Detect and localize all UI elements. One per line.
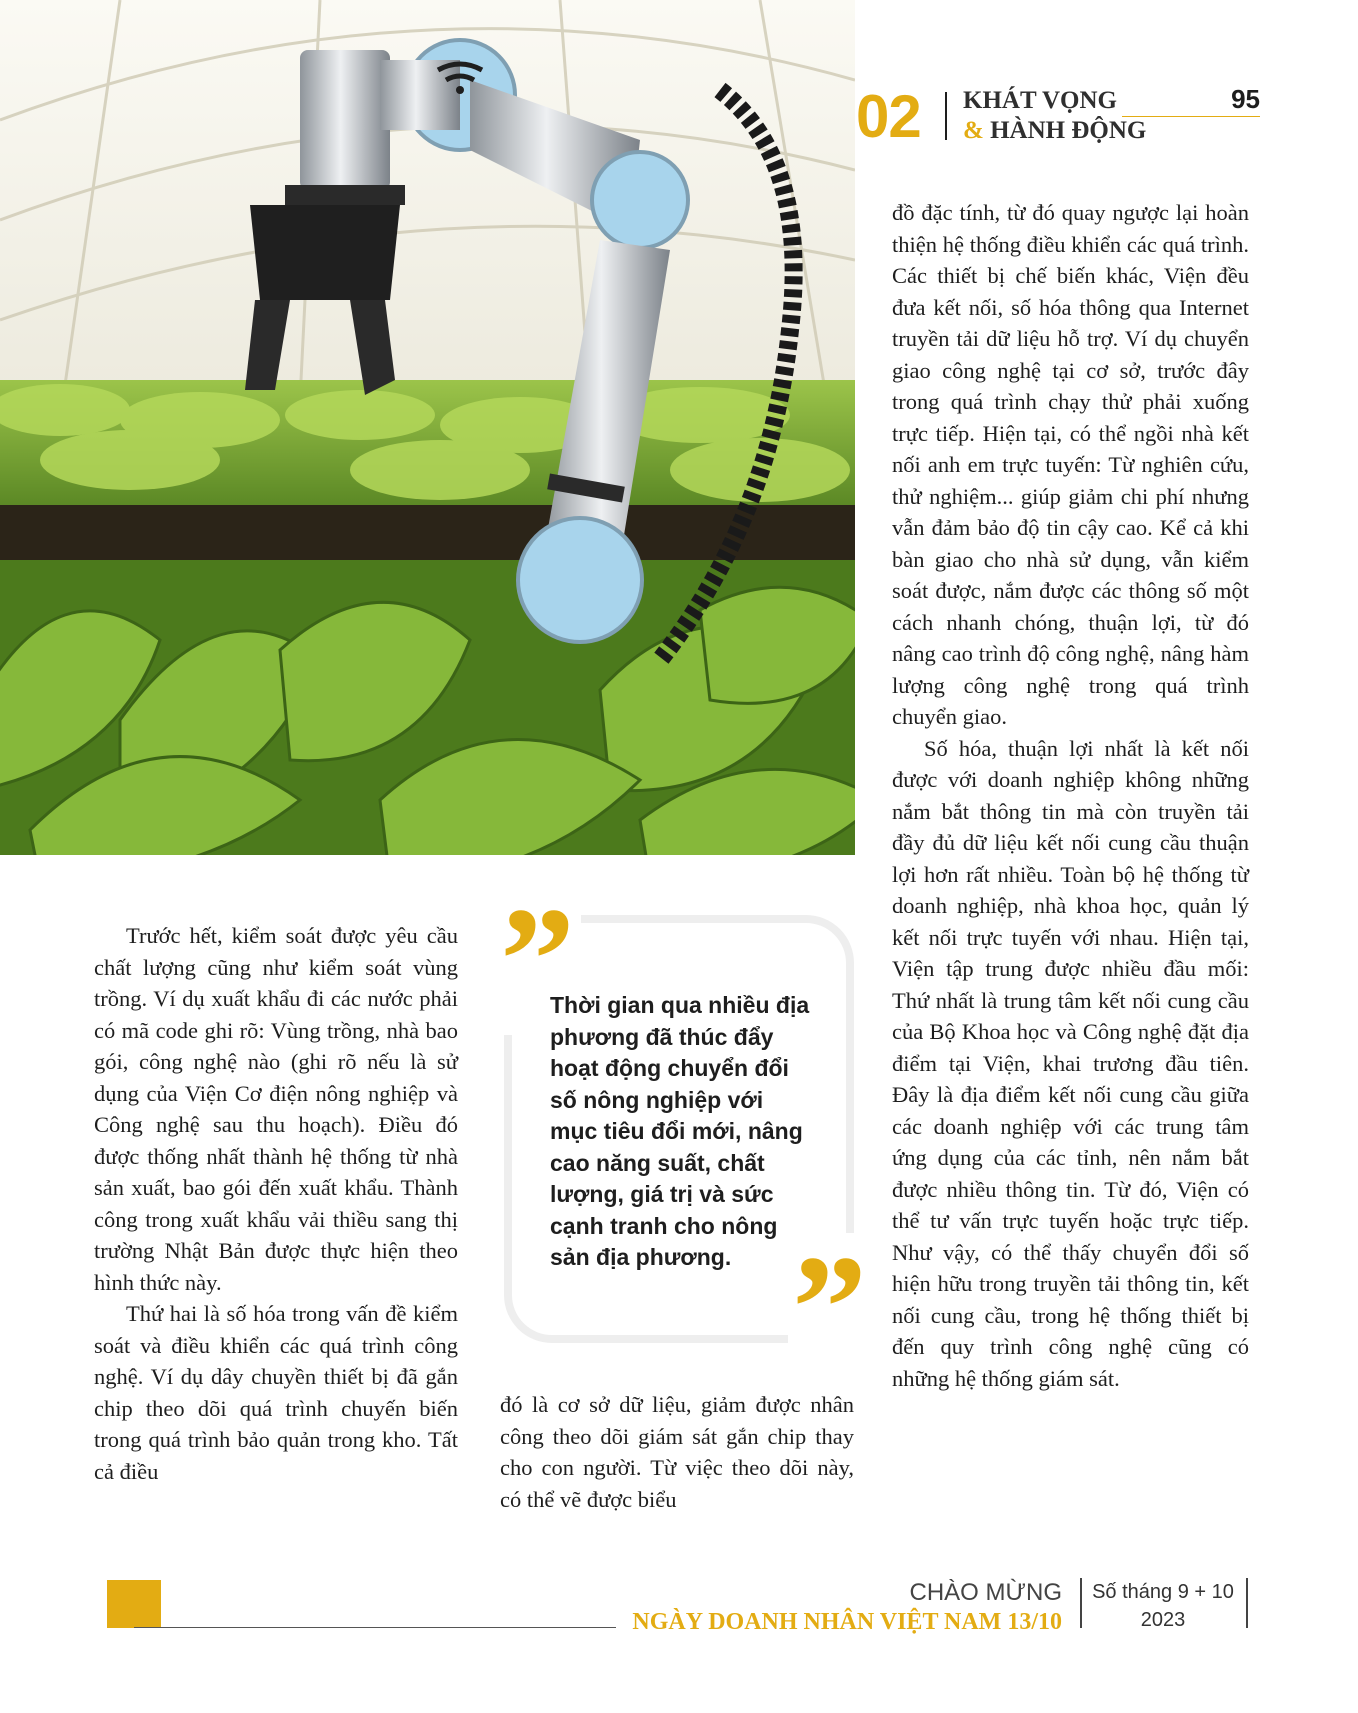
footer-rule	[134, 1627, 616, 1628]
section-divider	[945, 92, 947, 140]
section-title-line1: KHÁT VỌNG	[963, 87, 1117, 114]
footer-event-title: NGÀY DOANH NHÂN VIỆT NAM 13/10	[632, 1609, 1062, 1635]
robot-arm-image	[0, 0, 855, 855]
footer-divider-right	[1246, 1578, 1248, 1628]
middle-column	[500, 1389, 854, 1515]
issue-months: Số tháng 9 + 10	[1092, 1581, 1234, 1603]
right-column	[892, 197, 1249, 1394]
right-paragraph-2: Số hóa, thuận lợi nhất là kết nối được với doanh nghiệp không những nắm bắt thông tin mà còn truyền tải đầy đủ dữ liệu kết nối cung cầu thuận lợi hơn rất nhiều. Toàn bộ hệ thống từ doanh nghiệp, nhà khoa học, quản lý kết nối trực tuyến với nhau. Hiện tại, Viện tập trung được nhiều đầu mối: Thứ nhất là trung tâm kết nối cung cầu của Bộ Khoa học và Công nghệ đặt địa điểm tại Viện, khai trương đầu tiên. Đây là địa điểm kết nối cung cầu giữa các doanh nghiệp với các trung tâm ứng dụng của các tỉnh, nên nắm bắt được nhiều thông tin. Từ đó, Viện có thể tư vấn trực tuyến hoặc trực tiếp. Như vậy, có thể thấy chuyển đổi số hiện hữu trong truyền tải thông tin, kết nối cung cầu, trong hệ thống thiết bị đến quy trình công nghệ cũng có những hệ thống giám sát.	[892, 735, 1249, 1391]
footer-accent-square	[107, 1580, 161, 1628]
greenhouse-robot-photo	[0, 0, 855, 855]
section-number: 02	[856, 83, 921, 150]
section-title-ampersand: &	[963, 117, 984, 144]
section-title	[963, 86, 1146, 146]
footer-issue	[1086, 1578, 1240, 1634]
section-title-line2-text: HÀNH ĐỘNG	[983, 117, 1147, 144]
quote-open-icon: ”	[494, 885, 581, 1035]
page-number: 95	[1231, 84, 1260, 114]
quote-close-icon: ”	[788, 1233, 871, 1383]
footer-greeting: CHÀO MỪNG	[909, 1579, 1062, 1606]
right-paragraph-1: đồ đặc tính, từ đó quay ngược lại hoàn thiện hệ thống điều khiển các quá trình. Các thiết bị chế biến khác, Viện đều đưa kết nối, số hóa thông qua Internet truyền tải dữ liệu hỗ trợ. Ví dụ chuyển giao công nghệ tại cơ sở, trước đây trong quá trình chạy thử phải xuống trực tiếp. Hiện tại, có thể ngồi nhà kết nối anh em trực tuyến: Từ nghiên cứu, thử nghiệm... giúp giảm chi phí nhưng vẫn đảm bảo độ tin cậy cao. Kể cả khi bàn giao cho nhà sử dụng, vẫn kiểm soát được, nắm được các thông số một cách nhanh chóng, thuận lợi, từ đó nâng cao trình độ công nghệ, nâng hàm lượng công nghệ trong quá trình chuyển giao.	[892, 200, 1249, 729]
header-rule	[1122, 116, 1260, 117]
left-paragraph-2: Thứ hai là số hóa trong vấn đề kiểm soát và điều khiển các quá trình công nghệ. Ví dụ dây chuyền thiết bị đã gắn chip theo dõi quá trình chuyến biến trong quá trình bảo quản trong kho. Tất cả điều	[94, 1301, 458, 1484]
section-title-line2	[963, 116, 1146, 146]
left-paragraph-1: Trước hết, kiểm soát được yêu cầu chất lượng cũng như kiểm soát vùng trồng. Ví dụ xuất khẩu đi các nước phải có mã code ghi rõ: Vùng trồng, nhà bao gói, công nghệ nào (ghi rõ nếu là sử dụng của Viện Cơ điện nông nghiệp và Công nghệ sau thu hoạch). Điều đó được thống nhất thành hệ thống từ nhà sản xuất, bao gói đến xuất khẩu. Thành công trong xuất khẩu vải thiều sang thị trường Nhật Bản được thực hiện theo hình thức này.	[94, 923, 458, 1295]
issue-year: 2023	[1140, 1609, 1186, 1631]
middle-paragraph-1: đó là cơ sở dữ liệu, giảm được nhân công theo dõi giám sát gắn chip thay cho con người. Từ việc theo dõi này, có thể vẽ được biểu	[500, 1392, 854, 1512]
left-column	[94, 920, 458, 1487]
pull-quote-text: Thời gian qua nhiều địa phương đã thúc đẩy hoạt động chuyển đổi số nông nghiệp với mục tiêu đổi mới, nâng cao năng suất, chất lượng, giá trị và sức cạnh tranh cho nông sản địa phương.	[550, 992, 810, 1270]
footer-divider-left	[1080, 1578, 1082, 1628]
